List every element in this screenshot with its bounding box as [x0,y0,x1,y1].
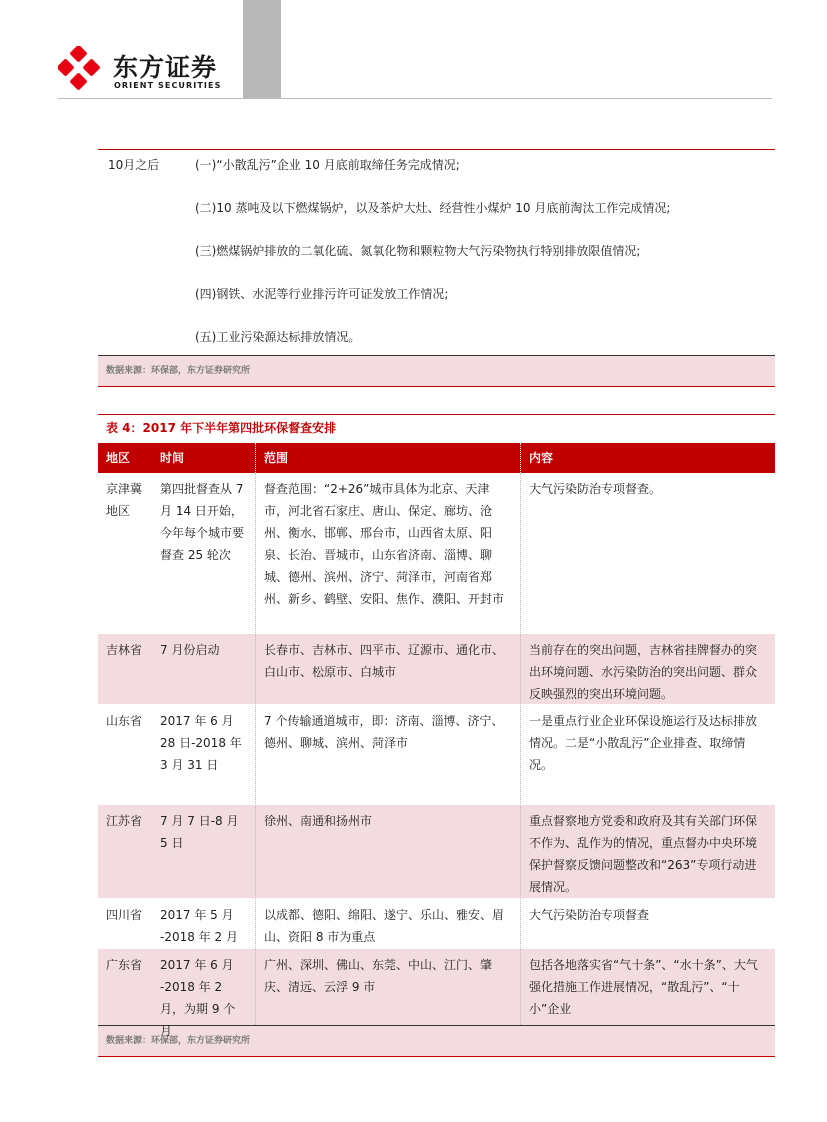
content-cell: 大气污染防治专项督查 [529,908,650,922]
scope-cell: 以成都、德阳、绵阳、遂宁、乐山、雅安、眉山、资阳 8 市为重点 [256,899,521,948]
criteria-item: (五)工业污染源达标排放情况。 [195,330,361,344]
time-cell: 2017 年 6 月 -2018 年 2 月，为期 9 个月 [152,949,256,1025]
content-cell: 当前存在的突出问题，吉林省挂牌督办的突出环境问题、水污染防治的突出问题、群众反映强烈的突出环境问题。 [529,643,758,701]
header-content: 内容 [529,451,554,465]
table-row [98,899,775,948]
logo-chinese-name: 东方证券 [113,53,218,82]
header-divider [58,98,772,99]
scope-cell: 7 个传输通道城市，即：济南、淄博、济宁、德州、聊城、滨州、菏泽市 [256,705,521,804]
time-cell: 2017 年 5 月 -2018 年 2 月 [152,899,256,948]
criteria-table [98,149,775,387]
table-body [98,150,775,355]
scope-cell: 广州、深圳、佛山、东莞、中山、江门、肇庆、清远、云浮 9 市 [256,949,521,1025]
table-row [98,473,775,633]
scope-cell: 督查范围：“2+26”城市具体为北京、天津市，河北省石家庄、唐山、保定、廊坊、沧州、衡水、邯郸、邢台市，山西省太原、阳泉、长治、晋城市，山东省济南、淄博、聊城、德州、滨州、济宁、菏泽市，河南省郑州、新乡、鹤壁、安阳、焦作、濮阳、开封市 [256,473,521,633]
region-cell: 吉林省 [106,643,143,657]
header-time: 时间 [152,443,256,473]
time-cell: 7 月 7 日-8 月 5 日 [152,805,256,898]
region-cell: 广东省 [106,958,143,972]
criteria-item: (四)钢铁、水泥等行业排污许可证发放工作情况; [195,287,449,301]
region-cell: 山东省 [106,714,143,728]
content-cell: 一是重点行业企业环保设施运行及达标排放情况。二是“小散乱污”企业排查、取缔情况。 [529,714,758,772]
orient-logo-icon [58,46,106,92]
data-source-note: 数据来源：环保部，东方证券研究所 [98,1026,775,1057]
logo-english-name: ORIENT SECURITIES [114,81,222,90]
data-source-note: 数据来源：环保部，东方证券研究所 [98,356,775,387]
criteria-item: (三)燃煤锅炉排放的二氧化硫、氮氧化物和颗粒物大气污染物执行特别排放限值情况; [195,244,641,258]
scope-cell: 长春市、吉林市、四平市、辽源市、通化市、白山市、松原市、白城市 [256,634,521,704]
criteria-list [195,156,670,371]
time-cell: 2017 年 6 月 28 日-2018 年 3 月 31 日 [152,705,256,804]
criteria-item: (二)10 蒸吨及以下燃煤锅炉，以及茶炉大灶、经营性小煤炉 10 月底前淘汰工作完成情况; [195,201,671,215]
criteria-item: (一)“小散乱污”企业 10 月底前取缔任务完成情况; [195,158,460,172]
content-cell: 包括各地落实省“气十条”、“水十条”、大气强化措施工作进展情况，“散乱污”、“十小”企业 [529,958,758,1016]
content-cell: 大气污染防治专项督查。 [529,482,662,496]
time-cell: 7 月份启动 [152,634,256,704]
header-region: 地区 [106,451,131,465]
table-row [98,705,775,804]
region-cell: 江苏省 [106,814,143,828]
table-caption: 表 4：2017 年下半年第四批环保督查安排 [98,414,775,443]
period-cell: 10月之后 [108,158,160,172]
table-row [98,634,775,704]
content-cell: 重点督察地方党委和政府及其有关部门环保不作为、乱作为的情况，重点督办中央环境保护督察反馈问题整改和“263”专项行动进展情况。 [529,814,758,894]
header-scope: 范围 [256,443,521,473]
table-row [98,805,775,898]
time-cell: 第四批督查从 7 月 14 日开始，今年每个城市要督查 25 轮次 [152,473,256,633]
table-header-row [98,443,775,473]
region-cell: 四川省 [106,908,143,922]
inspection-schedule-table [98,414,775,1057]
company-logo [58,46,258,96]
table-row [98,949,775,1038]
scope-cell: 徐州、南通和扬州市 [256,805,521,898]
region-cell: 京津冀地区 [106,482,143,518]
